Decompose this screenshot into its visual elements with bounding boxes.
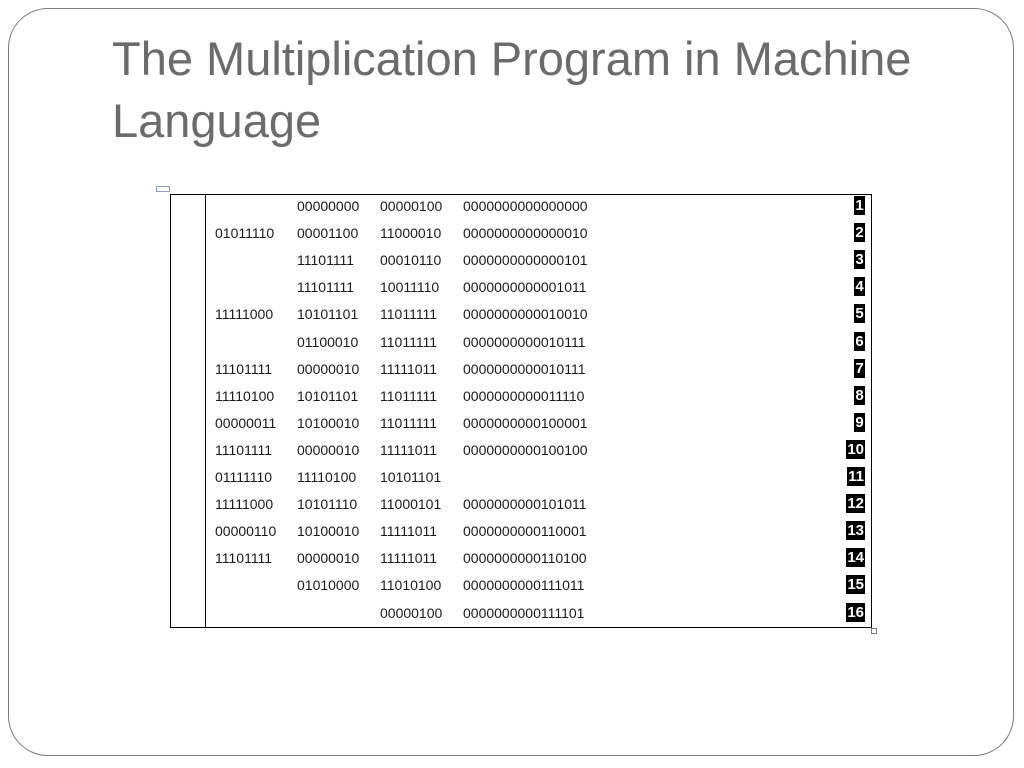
code-cell-c4: 0000000000111011	[463, 577, 585, 594]
table-row	[171, 574, 871, 601]
table-row	[171, 276, 871, 303]
code-cell-c2: 01010000	[297, 577, 360, 594]
line-number: 9	[855, 413, 864, 431]
line-number: 13	[847, 522, 864, 540]
code-cell-c3: 11011111	[380, 306, 438, 323]
code-cell-c2: 00000010	[297, 360, 360, 377]
table-row	[171, 249, 871, 276]
line-number: 6	[855, 332, 864, 350]
line-number: 10	[847, 440, 864, 458]
table-row	[171, 602, 871, 629]
line-number: 1	[855, 197, 864, 214]
line-number: 7	[855, 359, 864, 377]
code-cell-c2: 00001100	[297, 225, 359, 242]
code-cell-c2: 11101111	[297, 279, 355, 296]
code-cell-c3: 11000010	[380, 225, 442, 242]
code-cell-c2: 00000010	[297, 550, 360, 567]
code-cell-c1: 11101111	[215, 550, 273, 567]
code-cell-c1: 01111110	[215, 469, 273, 485]
code-cell-c1: 11101111	[215, 360, 273, 377]
line-number: 5	[855, 305, 864, 323]
code-cell-c1: 11110100	[215, 387, 275, 404]
table-row	[171, 493, 871, 520]
line-number: 14	[847, 549, 864, 567]
code-cell-c3: 00010110	[380, 252, 442, 269]
code-cell-c3: 11111011	[380, 441, 438, 458]
table-resize-handle-icon[interactable]	[871, 628, 877, 634]
table-row	[171, 439, 871, 466]
code-cell-c3: 11011111	[380, 414, 438, 431]
code-cell-c2: 10101101	[297, 387, 359, 404]
code-cell-c4: 0000000000101011	[463, 496, 587, 513]
table-row	[171, 358, 871, 385]
code-cell-c3: 11010100	[380, 577, 442, 594]
code-cell-c2: 11101111	[297, 252, 355, 269]
line-number: 15	[847, 576, 864, 594]
code-cell-c3: 11011111	[380, 387, 438, 404]
code-cell-c1: 11111000	[215, 306, 274, 323]
code-cell-c3: 10011110	[380, 279, 440, 296]
line-number: 3	[855, 251, 864, 269]
code-cell-c4: 0000000000110001	[463, 523, 587, 540]
code-cell-c4: 0000000000110100	[463, 550, 587, 567]
code-cell-c4: 0000000000001011	[463, 279, 587, 296]
code-cell-c2: 01100010	[297, 333, 359, 350]
code-cell-c1: 00000011	[215, 414, 277, 431]
code-cell-c3: 11000101	[380, 496, 442, 513]
slide-title[interactable]: The Multiplication Program in Machine Language	[112, 32, 912, 147]
code-cell-c4: 0000000000000101	[463, 252, 588, 269]
code-cell-c4: 0000000000111101	[463, 604, 585, 621]
code-cell-c3: 00000100	[380, 604, 443, 621]
code-cell-c2: 10100010	[297, 414, 360, 431]
line-number: 2	[855, 224, 864, 242]
code-cell-c1: 00000110	[215, 523, 277, 540]
table-row	[171, 222, 871, 249]
code-cell-c4: 0000000000010111	[463, 333, 586, 350]
line-number: 4	[855, 278, 864, 296]
table-row	[171, 303, 871, 330]
code-cell-c4: 0000000000100001	[463, 414, 588, 431]
table-row	[171, 547, 871, 574]
code-cell-c4: 0000000000011110	[463, 387, 585, 404]
code-cell-c3: 11111011	[380, 360, 438, 377]
table-row	[171, 412, 871, 439]
line-number: 11	[848, 468, 864, 485]
line-number: 8	[855, 386, 864, 404]
line-number: 16	[847, 603, 864, 621]
code-cell-c2: 10101110	[297, 496, 358, 513]
table-row	[171, 331, 871, 358]
table-row	[171, 520, 871, 547]
table-row	[171, 385, 871, 412]
code-cell-c3: 11111011	[380, 523, 438, 540]
code-cell-c2: 00000000	[297, 198, 360, 214]
code-cell-c2: 11110100	[297, 469, 357, 485]
code-cell-c1: 01011110	[215, 225, 275, 242]
code-cell-c1: 11101111	[215, 441, 273, 458]
code-cell-c4: 0000000000010010	[463, 306, 588, 323]
table-row	[171, 466, 871, 493]
code-cell-c2: 10100010	[297, 523, 360, 540]
code-cell-c2: 10101101	[297, 306, 359, 323]
code-cell-c2: 00000010	[297, 441, 360, 458]
code-cell-c3: 00000100	[380, 198, 443, 214]
code-cell-c3: 10101101	[380, 469, 442, 485]
code-cell-c4: 0000000000100100	[463, 441, 588, 458]
code-cell-c4: 0000000000010111	[463, 360, 586, 377]
code-cell-c1: 11111000	[215, 496, 274, 513]
table-move-handle-icon[interactable]	[156, 186, 170, 192]
code-cell-c3: 11111011	[380, 550, 438, 567]
line-number: 12	[847, 495, 864, 513]
code-cell-c4: 0000000000000010	[463, 225, 588, 242]
machine-code-table[interactable]	[170, 194, 872, 628]
code-cell-c3: 11011111	[380, 333, 438, 350]
code-cell-c4: 0000000000000000	[463, 198, 588, 214]
table-row	[171, 195, 871, 222]
